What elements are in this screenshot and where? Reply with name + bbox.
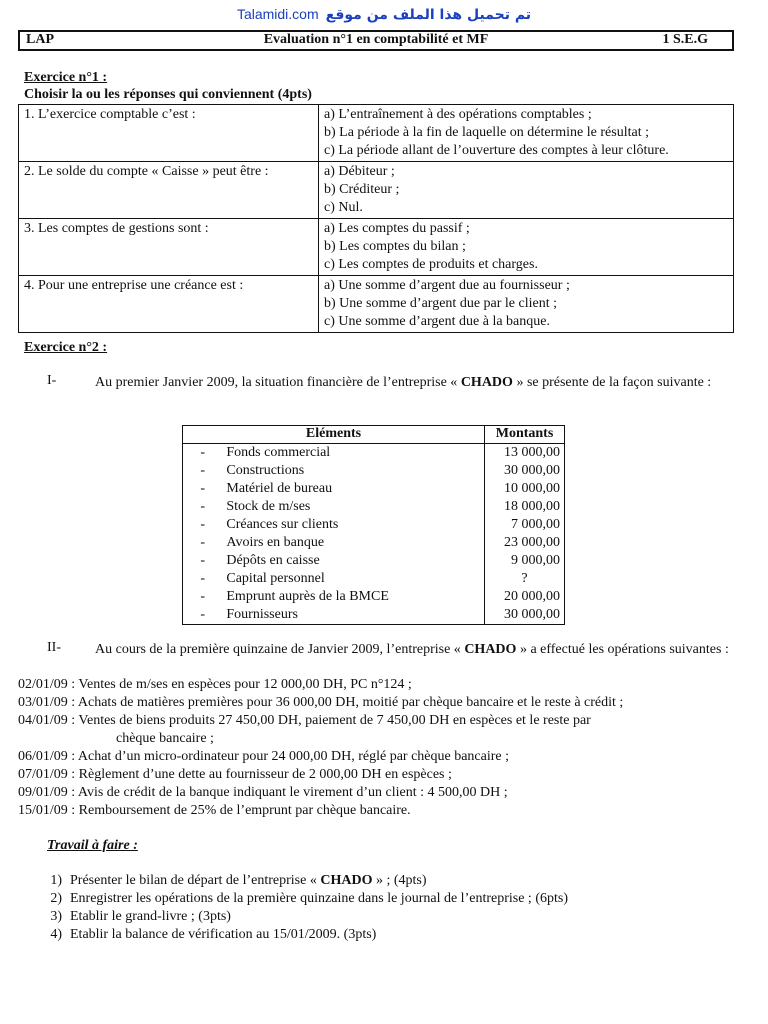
list-item: 09/01/09 : Avis de crédit de la banque indiquant le virement d’un client : 4 500,00 DH ;: [18, 785, 508, 800]
element-name: Emprunt auprès de la BMCE: [222, 588, 484, 606]
element-amount: ?: [485, 570, 565, 588]
element-name: Capital personnel: [222, 570, 484, 588]
table-row: [19, 105, 734, 162]
qcm-table: [18, 104, 734, 333]
school-label: LAP: [26, 32, 54, 48]
list-item: 2) Enregistrer les opérations de la première quinzaine dans le journal de l’entreprise ; (6pts): [50, 891, 568, 906]
column-header-elements: Eléments: [183, 426, 485, 444]
element-amount: 7 000,00: [485, 516, 565, 534]
element-amount: 20 000,00: [485, 588, 565, 606]
part-1-number: I-: [47, 373, 57, 388]
element-amount: 18 000,00: [485, 498, 565, 516]
answers: [319, 105, 734, 162]
answer-option: b) Créditeur ;: [324, 182, 400, 197]
exercise-1-title: Exercice n°1 :: [24, 70, 108, 85]
table-row: [19, 162, 734, 219]
element-amount: 30 000,00: [485, 606, 565, 625]
element-name: Fonds commercial: [222, 444, 484, 463]
table-row: - Fonds commercial 13 000,00: [183, 444, 565, 463]
answer-option: c) Nul.: [324, 200, 363, 215]
table-row: - Fournisseurs 30 000,00: [183, 606, 565, 625]
answer-option: b) La période à la fin de laquelle on détermine le résultat ;: [324, 125, 649, 140]
answer-option: c) Une somme d’argent due à la banque.: [324, 314, 550, 329]
part-2-text: Au cours de la première quinzaine de Janvier 2009, l’entreprise « CHADO » a effectué les opérations suivantes :: [95, 642, 729, 657]
list-item: 1) Présenter le bilan de départ de l’entreprise « CHADO » ; (4pts): [50, 873, 427, 888]
class-label: 1 S.E.G: [662, 32, 708, 48]
answer-option: c) Les comptes de produits et charges.: [324, 257, 538, 272]
download-notice: تم تحميل هذا الملف من موقع: [325, 7, 532, 23]
list-item: 07/01/09 : Règlement d’une dette au fournisseur de 2 000,00 DH en espèces ;: [18, 767, 452, 782]
company-name: CHADO: [464, 642, 517, 657]
exercise-2-title: Exercice n°2 :: [24, 340, 108, 355]
list-item-continuation: chèque bancaire ;: [116, 731, 214, 746]
table-row: - Matériel de bureau 10 000,00: [183, 480, 565, 498]
part-2-number: II-: [47, 640, 61, 655]
element-name: Constructions: [222, 462, 484, 480]
exercise-1-instruction: Choisir la ou les réponses qui conviennent (4pts): [24, 87, 312, 102]
element-name: Dépôts en caisse: [222, 552, 484, 570]
answers: [319, 219, 734, 276]
element-amount: 9 000,00: [485, 552, 565, 570]
list-item: 15/01/09 : Remboursement de 25% de l’emprunt par chèque bancaire.: [18, 803, 411, 818]
element-name: Créances sur clients: [222, 516, 484, 534]
list-item: 04/01/09 : Ventes de biens produits 27 450,00 DH, paiement de 7 450,00 DH en espèces et le reste par: [18, 713, 591, 728]
element-amount: 23 000,00: [485, 534, 565, 552]
element-name: Fournisseurs: [222, 606, 484, 625]
site-name[interactable]: Talamidi.com: [236, 6, 319, 22]
company-name: CHADO: [320, 873, 373, 888]
list-item: 03/01/09 : Achats de matières premières pour 36 000,00 DH, moitié par chèque bancaire et le reste à crédit ;: [18, 695, 624, 710]
table-header-row: [183, 426, 565, 444]
work-to-do-title: Travail à faire :: [47, 838, 138, 853]
financial-situation-table: [182, 425, 565, 625]
question: 4. Pour une entreprise une créance est :: [19, 276, 319, 333]
table-row: - Créances sur clients 7 000,00: [183, 516, 565, 534]
table-row: - Stock de m/ses 18 000,00: [183, 498, 565, 516]
source-banner: [0, 6, 768, 25]
answer-option: b) Une somme d’argent due par le client ;: [324, 296, 557, 311]
element-amount: 10 000,00: [485, 480, 565, 498]
answers: [319, 276, 734, 333]
company-name: CHADO: [460, 375, 513, 390]
table-row: - Avoirs en banque 23 000,00: [183, 534, 565, 552]
answer-option: b) Les comptes du bilan ;: [324, 239, 466, 254]
table-row: - Capital personnel ?: [183, 570, 565, 588]
element-amount: 13 000,00: [485, 444, 565, 463]
element-name: Matériel de bureau: [222, 480, 484, 498]
answer-option: a) Une somme d’argent due au fournisseur ;: [324, 278, 570, 293]
table-row: - Dépôts en caisse 9 000,00: [183, 552, 565, 570]
question: 2. Le solde du compte « Caisse » peut être :: [19, 162, 319, 219]
question: 1. L’exercice comptable c’est :: [19, 105, 319, 162]
table-row: [19, 276, 734, 333]
table-row: [19, 219, 734, 276]
part-1-text: Au premier Janvier 2009, la situation financière de l’entreprise « CHADO » se présente de la façon suivante :: [95, 375, 712, 390]
answers: [319, 162, 734, 219]
table-row: - Constructions 30 000,00: [183, 462, 565, 480]
answer-option: a) Les comptes du passif ;: [324, 221, 470, 236]
page-header: [18, 30, 734, 51]
list-item: 02/01/09 : Ventes de m/ses en espèces pour 12 000,00 DH, PC n°124 ;: [18, 677, 412, 692]
page-title: Evaluation n°1 en comptabilité et MF: [263, 32, 489, 48]
column-header-amounts: Montants: [485, 426, 565, 444]
answer-option: a) L’entraînement à des opérations comptables ;: [324, 107, 592, 122]
answer-option: c) La période allant de l’ouverture des comptes à leur clôture.: [324, 143, 669, 158]
operations-list: [18, 676, 738, 820]
question: 3. Les comptes de gestions sont :: [19, 219, 319, 276]
answer-option: a) Débiteur ;: [324, 164, 395, 179]
element-name: Avoirs en banque: [222, 534, 484, 552]
list-item: 3) Etablir le grand-livre ; (3pts): [50, 909, 231, 924]
tasks-list: [18, 872, 568, 944]
element-name: Stock de m/ses: [222, 498, 484, 516]
table-row: - Emprunt auprès de la BMCE 20 000,00: [183, 588, 565, 606]
list-item: 06/01/09 : Achat d’un micro-ordinateur pour 24 000,00 DH, réglé par chèque bancaire ;: [18, 749, 510, 764]
element-amount: 30 000,00: [485, 462, 565, 480]
list-item: 4) Etablir la balance de vérification au 15/01/2009. (3pts): [50, 927, 377, 942]
